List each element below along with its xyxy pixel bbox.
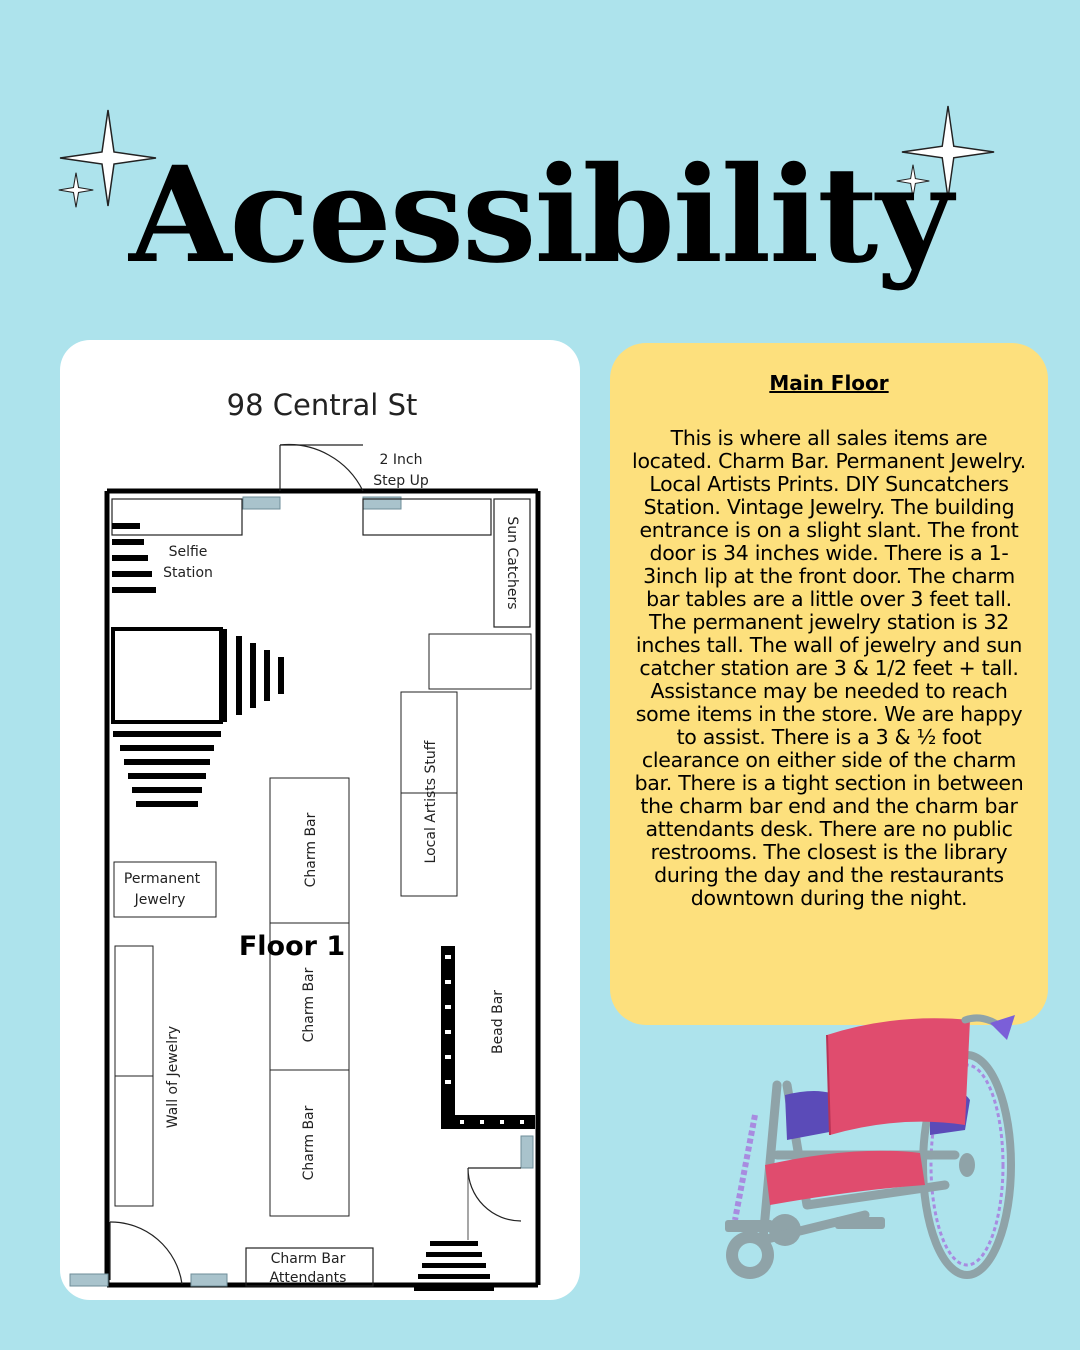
- bead-bar: [441, 946, 535, 1129]
- front-door: [280, 445, 363, 491]
- step-up-label: Step Up: [373, 473, 429, 489]
- selfie-station-label: Selfie: [168, 544, 208, 560]
- side-door: [468, 1168, 521, 1240]
- permanent-jewelry-label: Permanent: [123, 871, 201, 887]
- floor-plan-diagram: [60, 340, 580, 1300]
- sun-catchers-label: Sun Catchers: [504, 516, 520, 610]
- info-card: [610, 343, 1048, 1025]
- wheelchair-icon: [715, 1005, 1025, 1290]
- exterior-walls: [107, 491, 538, 1285]
- display-table: [429, 634, 531, 689]
- charm-bar-label: Charm Bar: [303, 812, 319, 888]
- wall-of-jewelry: [115, 946, 153, 1206]
- selfie-stairs: [112, 523, 156, 593]
- page-title: Acessibility: [129, 138, 951, 293]
- bead-bar-label: Bead Bar: [490, 989, 506, 1055]
- address-label: 98 Central St: [226, 388, 418, 422]
- selfie-station-label: Station: [163, 565, 213, 581]
- attendants-label: Charm Bar: [270, 1251, 346, 1267]
- attendants-label: Attendants: [269, 1270, 347, 1286]
- charm-bar-label: Charm Bar: [301, 1105, 317, 1181]
- info-heading: Main Floor: [769, 371, 889, 395]
- step-up-label: 2 Inch: [379, 452, 423, 468]
- back-door: [110, 1222, 182, 1284]
- info-body: This is where all sales items are located. Charm Bar. Permanent Jewelry. Local Artists Prints. DIY Suncatchers Station. Vintage Jewelry. The building entrance is on a slight slant. The front door is 34 inches wide. There is a 1-3inch lip at the front door. The charm bar tables are a little over 3 feet tall. The permanent jewelry station is 32 inches tall. The wall of jewelry and sun catcher station are 3 & 1/2 feet + tall. Assistance may be needed to reach some items in the store. We are happy to assist. There is a 3 & ½ foot clearance on either side of the charm bar. There is a tight section in between the charm bar end and the charm bar attendants desk. There are no public restrooms. The closest is the library during the day and the restaurants downtown during the night.: [632, 426, 1026, 910]
- corner-display: [113, 629, 284, 807]
- floor-plan-card: [60, 340, 580, 1300]
- top-left-counter: [112, 499, 242, 535]
- local-artists-label: Local Artists Stuff: [423, 740, 439, 864]
- floor-label: Floor 1: [238, 931, 346, 962]
- permanent-jewelry-label: Jewelry: [134, 892, 186, 908]
- wall-of-jewelry-label: Wall of Jewelry: [165, 1025, 181, 1129]
- charm-bar-label: Charm Bar: [301, 967, 317, 1043]
